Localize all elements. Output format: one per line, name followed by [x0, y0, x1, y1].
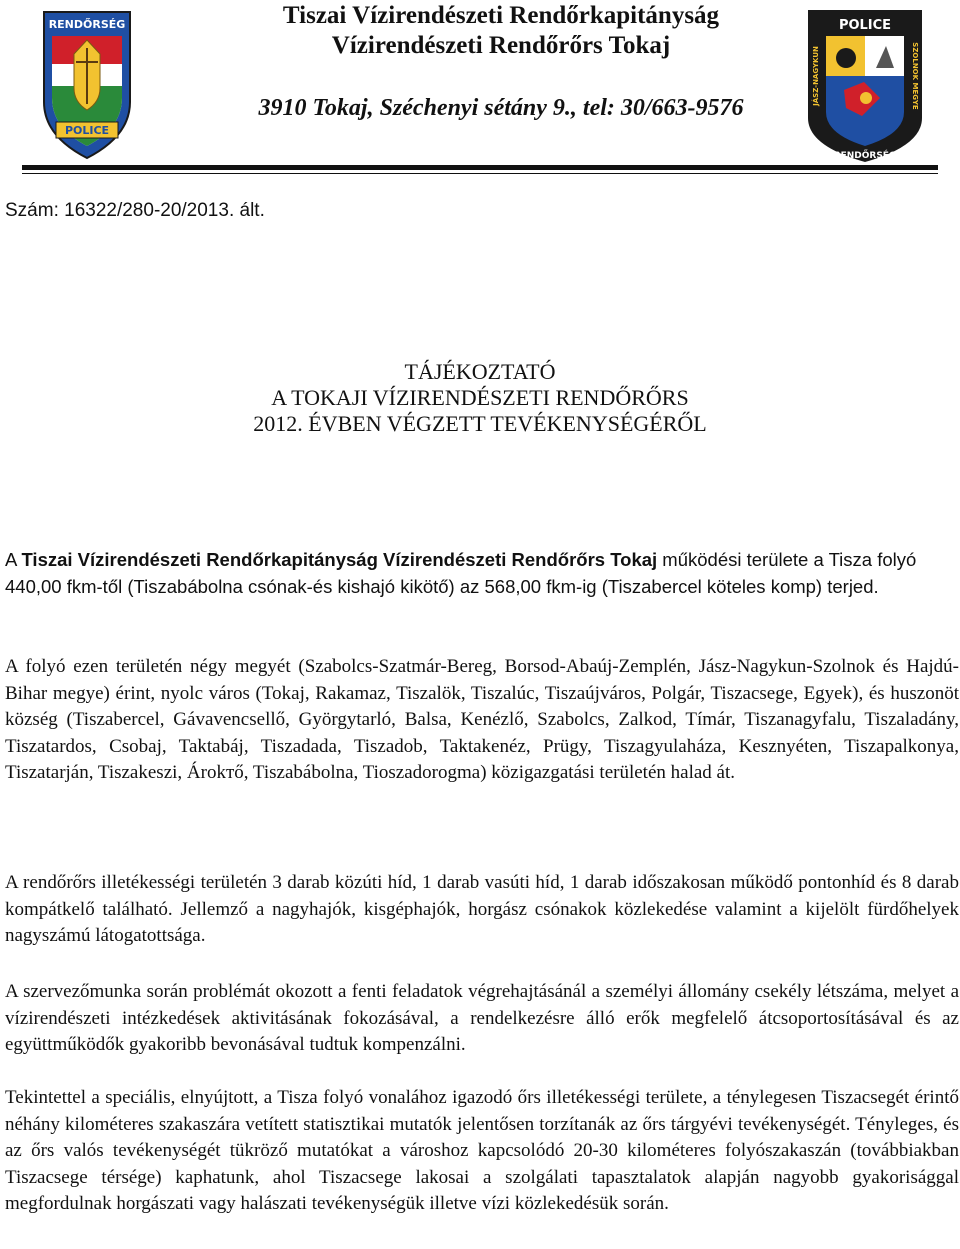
right-logo-side-right-text: SZOLNOK MEGYE: [911, 42, 919, 110]
paragraph-4: A szervezőmunka során problémát okozott a fenti feladatok végrehajtásánál a személyi állomány csekély létszáma, melyet a vízirendészeti intézkedések aktivitásának fokozásával, a rendelkezésre álló erők megfelelő átcsoportosításával és az együttműködők gyakoribb bevonásával tudtuk kompenzálni.: [5, 981, 959, 1055]
document-title-line3: 2012. ÉVBEN VÉGZETT TEVÉKENYSÉGÉRŐL: [253, 411, 707, 436]
right-logo-side-left-text: JÁSZ-NAGYKUN: [812, 46, 820, 106]
header-divider: [22, 165, 938, 170]
right-logo-bottom-text: RENDŐRSÉG: [833, 151, 897, 161]
document-title-line2: A TOKAJI VÍZIRENDÉSZETI RENDŐRŐRS: [271, 385, 689, 410]
paragraph-1-bold: Tiszai Vízirendészeti Rendőrkapitányság Vízirendészeti Rendőrőrs Tokaj: [21, 549, 658, 570]
reference-number: Szám: 16322/280-20/2013. ált.: [5, 200, 265, 221]
paragraph-1-rest: működési területe a Tisza folyó 440,00 fkm-től (Tiszabábolna csónak-és kishajó kikötő) az 568,00 fkm-ig (Tiszabercel köteles komp) terjed.: [5, 549, 917, 597]
header-divider-thin: [22, 173, 938, 174]
left-logo-top-text: RENDŐRSÉG: [48, 18, 126, 31]
paragraph-1: [5, 547, 959, 600]
header-unit: Vízirendészeti Rendőrőrs Tokaj: [331, 32, 671, 59]
left-logo-bottom-text: POLICE: [64, 124, 110, 137]
paragraph-5: Tekintettel a speciális, elnyújtott, a Tisza folyó vonalához igazodó őrs illetékességi területe, a ténylegesen Tiszacsegét érintő néhány kilométeres szakaszára vetített statisztikai mutatók jelentősen torzítanák az őrs tárgyévi tevékenységét. Tényleges, és az őrs valós tevékenységét tükröző mutatókat a városhoz kapcsolódó 20-30 kilométeres folyószakaszán (továbbiakban Tiszacsege térsége) kaphatunk, ahol Tiszacsege lakosai a szolgálati tapasztalatok alapján nagyobb gyakorisággal megfordulnak horgászati vagy halászati tevékenységük illetve vízi közlekedésük során.: [5, 1087, 959, 1214]
paragraph-3: A rendőrőrs illetékességi területén 3 darab közúti híd, 1 darab vasúti híd, 1 darab időszakosan működő pontonhíd és 8 darab kompátkelő található. Jellemző a nagyhajók, kisgéphajók, horgász csónakok közlekedése valamint a kijelölt fürdőhelyek nagyszámú látogatottsága.: [5, 872, 959, 946]
header-organization: Tiszai Vízirendészeti Rendőrkapitányság: [282, 2, 720, 29]
document-title-line1: TÁJÉKOZTATÓ: [404, 359, 556, 384]
paragraph-1-prefix: A: [5, 549, 22, 570]
paragraph-2: A folyó ezen területén négy megyét (Szabolcs-Szatmár-Bereg, Borsod-Abaúj-Zemplén, Jász-Nagykun-Szolnok és Hajdú-Bihar megye) érint, nyolc város (Tokaj, Rakamaz, Tiszalök, Tiszalúc, Tiszaújváros, Polgár, Tiszacsege, Egyek), és huszonöt község (Tiszabercel, Gávavencsellő, Györgytarló, Balsa, Kenézlő, Szabolcs, Zalkod, Tímár, Tiszanagyfalu, Tiszaladány, Tiszatardos, Csobaj, Taktabáj, Tiszadada, Tiszadob, Taktakenéz, Prügy, Tiszagyulaháza, Kesznyéten, Tiszapalkonya, Tiszatarján, Tiszakeszi, Árokтő, Tiszabábolna, Tioszadorogma) közigazgatási területén halad át.: [5, 656, 959, 783]
right-logo-top-text: POLICE: [838, 18, 892, 33]
header-address: 3910 Tokaj, Széchenyi sétány 9., tel: 30/663-9576: [258, 95, 744, 121]
